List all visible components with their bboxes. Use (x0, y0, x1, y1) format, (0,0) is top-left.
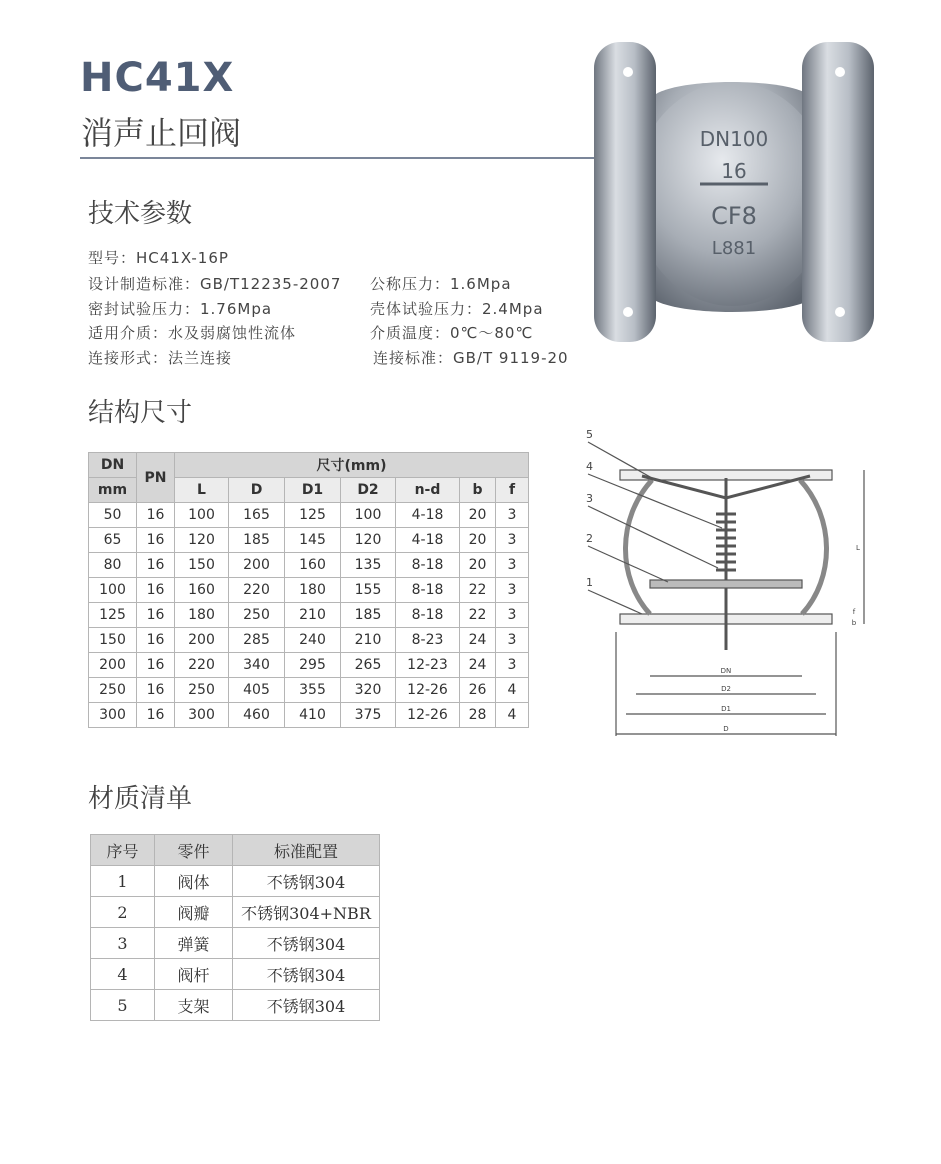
table-cell: 220 (175, 653, 229, 678)
table-row (89, 703, 529, 728)
dimension-label: D2 (721, 685, 731, 693)
table-cell: 阀瓣 (155, 897, 233, 928)
table-cell: 阀体 (155, 866, 233, 897)
table-cell: 不锈钢304 (233, 959, 380, 990)
table-row (89, 653, 529, 678)
dimension-table-body (89, 503, 529, 728)
table-cell: 不锈钢304+NBR (233, 897, 380, 928)
material-table-body (91, 866, 380, 1021)
table-cell: 240 (285, 628, 341, 653)
table-row (89, 553, 529, 578)
table-cell: 300 (89, 703, 137, 728)
table-cell: 185 (341, 603, 396, 628)
table-cell: 125 (285, 503, 341, 528)
materials-heading: 材质清单 (88, 784, 193, 814)
table-cell: 16 (137, 578, 175, 603)
title-divider (80, 157, 600, 159)
table-cell: 22 (460, 578, 496, 603)
dn-unit-header: mm (89, 478, 137, 503)
table-row (91, 990, 380, 1021)
callout-label: 4 (586, 460, 593, 473)
table-cell: 4 (91, 959, 155, 990)
bolt-hole (835, 307, 845, 317)
callout-label: 1 (586, 576, 593, 589)
table-cell: 16 (137, 653, 175, 678)
table-cell: 210 (285, 603, 341, 628)
table-cell: 不锈钢304 (233, 928, 380, 959)
table-cell: 3 (496, 553, 529, 578)
table-cell: 120 (341, 528, 396, 553)
table-cell: 16 (137, 628, 175, 653)
table-cell: 16 (137, 503, 175, 528)
column-header: D2 (341, 478, 396, 503)
table-cell: 4-18 (396, 528, 460, 553)
spec-design-standard: 设计制造标准：GB/T12235-2007 (88, 275, 342, 293)
left-flange (594, 42, 656, 342)
table-cell: 16 (137, 703, 175, 728)
right-flange (802, 42, 874, 342)
dimension-label: DN (720, 667, 732, 675)
callout-label: 2 (586, 532, 593, 545)
table-cell: 375 (341, 703, 396, 728)
table-cell: 200 (89, 653, 137, 678)
model-title: HC41X (80, 55, 235, 101)
valve-photo (592, 42, 878, 352)
table-cell: 285 (229, 628, 285, 653)
table-cell: 185 (229, 528, 285, 553)
table-cell: 340 (229, 653, 285, 678)
table-cell: 405 (229, 678, 285, 703)
product-name: 消声止回阀 (81, 114, 242, 152)
dimensions-heading: 结构尺寸 (88, 398, 193, 428)
dn-header: DN (89, 453, 137, 478)
table-cell: 295 (285, 653, 341, 678)
table-row (89, 678, 529, 703)
table-cell: 26 (460, 678, 496, 703)
table-cell: 180 (285, 578, 341, 603)
leader-line (588, 506, 718, 568)
callout-label: 3 (586, 492, 593, 505)
table-cell: 50 (89, 503, 137, 528)
pn-header: PN (137, 453, 175, 503)
table-cell: 265 (341, 653, 396, 678)
column-header: 零件 (155, 835, 233, 866)
bolt-hole (623, 67, 633, 77)
table-cell: 3 (91, 928, 155, 959)
spec-connection-standard: 连接标准：GB/T 9119-20 (373, 349, 569, 367)
table-row (91, 897, 380, 928)
table-cell: 16 (137, 553, 175, 578)
table-cell: 180 (175, 603, 229, 628)
table-cell: 16 (137, 603, 175, 628)
table-cell: 155 (341, 578, 396, 603)
valve-bulb (634, 82, 830, 306)
table-cell: 1 (91, 866, 155, 897)
table-cell: 200 (175, 628, 229, 653)
table-cell: 3 (496, 578, 529, 603)
casting-mark: DN100 (699, 127, 769, 151)
table-cell: 150 (175, 553, 229, 578)
table-cell: 20 (460, 553, 496, 578)
table-cell: 3 (496, 503, 529, 528)
spec-medium: 适用介质：水及弱腐蚀性流体 (88, 324, 297, 342)
table-cell: 4-18 (396, 503, 460, 528)
table-cell: 250 (175, 678, 229, 703)
table-cell: 135 (341, 553, 396, 578)
casting-mark: CF8 (711, 202, 757, 230)
table-cell: 20 (460, 528, 496, 553)
leader-line (588, 474, 722, 528)
table-cell: 阀杆 (155, 959, 233, 990)
column-header: 标准配置 (233, 835, 380, 866)
spec-connection-type: 连接形式：法兰连接 (88, 349, 233, 367)
dimension-label: D1 (721, 705, 731, 713)
table-row (89, 628, 529, 653)
material-table (90, 834, 380, 1021)
table-row (89, 528, 529, 553)
callout-label: 5 (586, 428, 593, 441)
table-cell: 320 (341, 678, 396, 703)
table-cell: 150 (89, 628, 137, 653)
bolt-hole (835, 67, 845, 77)
table-cell: 300 (175, 703, 229, 728)
table-cell: 3 (496, 528, 529, 553)
column-header: b (460, 478, 496, 503)
size-group-header: 尺寸(mm) (175, 453, 529, 478)
spec-model: 型号：HC41X-16P (88, 249, 229, 267)
table-row (89, 503, 529, 528)
column-header: L (175, 478, 229, 503)
table-cell: 125 (89, 603, 137, 628)
table-row (91, 928, 380, 959)
table-cell: 250 (229, 603, 285, 628)
table-cell: 弹簧 (155, 928, 233, 959)
body-wall-right (800, 480, 827, 614)
dimension-label: L (856, 544, 860, 552)
table-cell: 8-18 (396, 603, 460, 628)
spec-shell-test-pressure: 壳体试验压力：2.4Mpa (370, 300, 544, 318)
spec-seal-test-pressure: 密封试验压力：1.76Mpa (88, 300, 273, 318)
table-row (91, 866, 380, 897)
column-header: f (496, 478, 529, 503)
spec-nominal-pressure: 公称压力：1.6Mpa (370, 275, 512, 293)
table-cell: 8-18 (396, 553, 460, 578)
table-cell: 28 (460, 703, 496, 728)
table-cell: 220 (229, 578, 285, 603)
body-wall-left (625, 480, 652, 614)
table-cell: 2 (91, 897, 155, 928)
table-cell: 24 (460, 653, 496, 678)
table-cell: 12-26 (396, 678, 460, 703)
casting-mark: 16 (721, 159, 747, 183)
table-cell: 200 (229, 553, 285, 578)
table-cell: 355 (285, 678, 341, 703)
bolt-hole (623, 307, 633, 317)
table-cell: 支架 (155, 990, 233, 1021)
table-cell: 145 (285, 528, 341, 553)
table-cell: 80 (89, 553, 137, 578)
table-row (89, 603, 529, 628)
table-cell: 100 (175, 503, 229, 528)
table-cell: 20 (460, 503, 496, 528)
valve-disc (650, 580, 802, 588)
column-header: n-d (396, 478, 460, 503)
table-cell: 3 (496, 653, 529, 678)
column-header: D1 (285, 478, 341, 503)
table-row (89, 578, 529, 603)
table-cell: 5 (91, 990, 155, 1021)
dimension-label: D (723, 725, 729, 733)
table-cell: 8-18 (396, 578, 460, 603)
specs-heading: 技术参数 (88, 199, 193, 229)
table-cell: 22 (460, 603, 496, 628)
casting-mark: L881 (711, 238, 757, 259)
table-cell: 250 (89, 678, 137, 703)
table-cell: 16 (137, 678, 175, 703)
column-header: 序号 (91, 835, 155, 866)
table-cell: 12-23 (396, 653, 460, 678)
structure-drawing (572, 418, 872, 743)
table-cell: 12-26 (396, 703, 460, 728)
table-cell: 3 (496, 603, 529, 628)
table-cell: 不锈钢304 (233, 990, 380, 1021)
table-cell: 4 (496, 703, 529, 728)
table-row (91, 959, 380, 990)
table-cell: 不锈钢304 (233, 866, 380, 897)
table-cell: 165 (229, 503, 285, 528)
table-cell: 4 (496, 678, 529, 703)
dimension-label: f (852, 608, 856, 616)
table-cell: 8-23 (396, 628, 460, 653)
table-cell: 120 (175, 528, 229, 553)
dimension-table (88, 452, 529, 728)
table-cell: 210 (341, 628, 396, 653)
table-cell: 3 (496, 628, 529, 653)
column-header: D (229, 478, 285, 503)
table-cell: 410 (285, 703, 341, 728)
table-cell: 460 (229, 703, 285, 728)
table-cell: 24 (460, 628, 496, 653)
table-cell: 160 (175, 578, 229, 603)
table-cell: 100 (341, 503, 396, 528)
table-cell: 16 (137, 528, 175, 553)
table-cell: 65 (89, 528, 137, 553)
dimension-label: b (851, 619, 857, 627)
table-cell: 100 (89, 578, 137, 603)
spec-medium-temperature: 介质温度：0℃～80℃ (370, 324, 534, 342)
table-cell: 160 (285, 553, 341, 578)
